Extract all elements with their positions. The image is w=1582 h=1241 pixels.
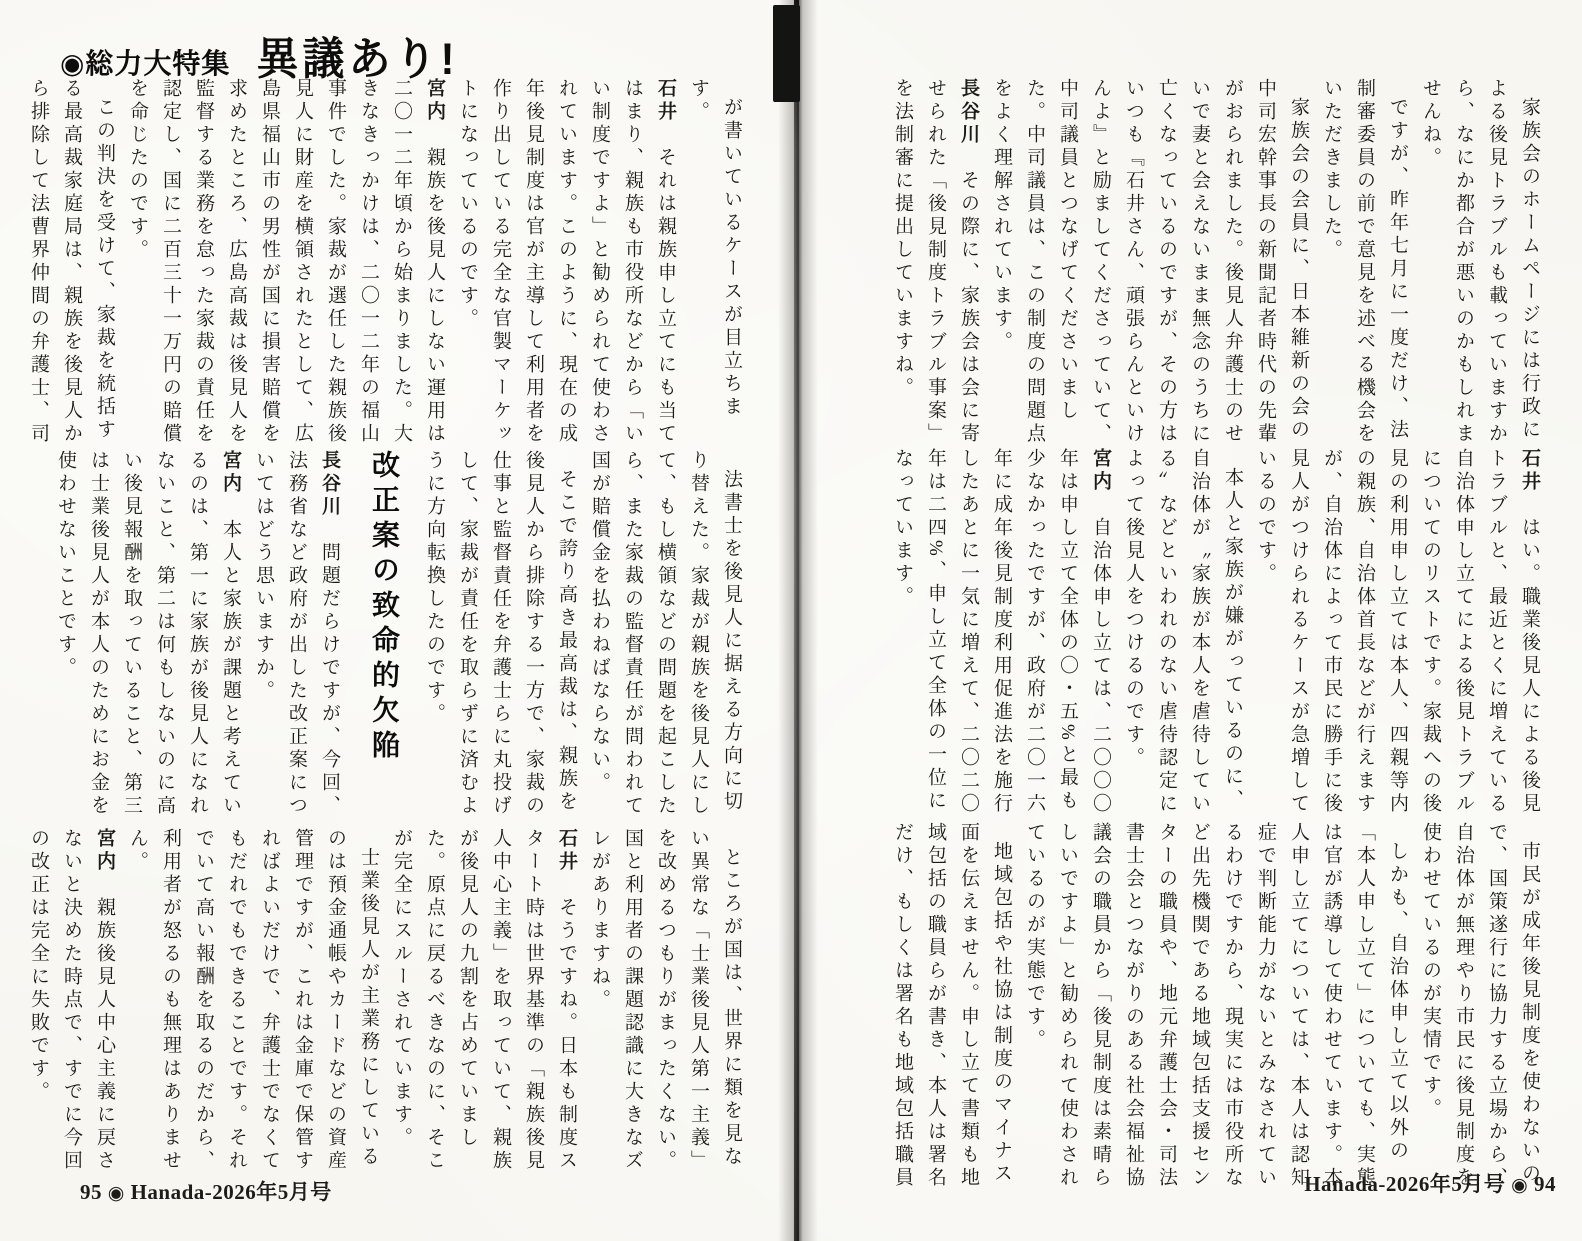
speaker-name: 石井 (655, 78, 676, 124)
paragraph: ですが、昨年七月に一度だけ、法制審委員の前で意見を述べる機会をいただきました。 (1321, 78, 1408, 446)
series-label: ◉総力大特集 (60, 48, 231, 79)
paragraph (451, 78, 682, 446)
footer-right (1304, 1168, 1556, 1198)
right-page-band-3 (886, 822, 1546, 1190)
right-page-band-1 (886, 78, 1546, 446)
speaker-name: 宮内 (94, 828, 115, 874)
left-page-band-2 (55, 450, 748, 818)
paragraph: 士業後見人が主業務にしているのは預金通帳やカードなどの資産管理ですが、これは金庫で保管すればよいだけで、弁護士でなくてもだれでもできることです。それでいて高い報酬を取るのだから、利用者が怒るのも無理はありません。 (127, 828, 379, 1173)
paragraph (247, 450, 346, 818)
paragraph: 地域包括や社協は制度のマイナス面を伝えません。申し立て書類も地域包括の職員らが書き、本人は署名だけ、もしくは署名も地域包括職員 (892, 822, 1012, 1190)
section-heading: 改正案の致命的欠陥 (368, 450, 399, 765)
magazine-title: Hanada-2026年5月号 (130, 1180, 332, 1204)
footer-left (80, 1176, 332, 1206)
paragraph (1249, 448, 1546, 816)
right-page-band-2 (886, 448, 1546, 816)
speech-text: 本人と家族が課題と考えているのは、第一に家族が後見人になれないこと、第二は何もしないのに高い後見報酬を取っていること、第三は士業後見人が本人のためにお金を使わせないことです。 (55, 450, 241, 818)
speaker-name: 石井 (556, 828, 577, 874)
paragraph: そこで誇り高き最高裁は、親族を後見人から排除する一方で、家裁の仕事と監督責任を弁護士らに丸投げして、家裁が責任を取らずに済むように方向転換したのです。 (424, 450, 577, 818)
speaker-name: 石井 (1519, 448, 1540, 494)
paragraph: 家族会の会員に、日本維新の会の中司宏幹事長の新聞記者時代の先輩がおられました。後見人弁護士のせいで妻と会えないまま無念のうちに亡くなっているのですが、その方はいつも『石井さん、頑張らんといけんよ』と励ましてくださっていて、中司議員とつなげてくださいました。中司議員は、この制度の問題点をよく理解されています。 (991, 78, 1309, 446)
speech-text: それは親族申し立てにも当てはまり、親族も市役所などから「いい制度ですよ」と勧められて使わされています。このように、現在の成年後見制度は官が主導して利用者を作り出している完全な官製マーケットになっているのです。 (457, 78, 676, 446)
paragraph: 本人と家族が嫌がっているのに、自治体が〝家族が本人を虐待している〟などといわれのない虐待認定によって後見人をつけるのです。 (1123, 448, 1243, 816)
paragraph: が書いているケースが目立ちます。 (688, 78, 742, 419)
page-number: 95 (80, 1180, 102, 1204)
paragraph: 法書士を後見人に据える方向に切り替えた。家裁が親族を後見人にして、もし横領などの問題を起こしたら、また家裁の監督責任が問われて国が賠償金を払わねばならない。 (589, 450, 742, 818)
magazine-title: Hanada-2026年5月号 (1304, 1172, 1506, 1196)
publisher-mark-icon: ◉ (1511, 1175, 1529, 1196)
paragraph: しかも、自治体申し立て以外の「本人申し立て」についても、実態は官が誘導して使わせています。本人申し立てについては、本人は認知症で判断能力がないとみなされているわけですから、現実には市役所など出先機関である地域包括支援センターの職員や、地元弁護士会・司法書士会とつながりのある社会福祉協議会の職員から「後見制度は素晴らしいですよ」と勧められて使わされているのが実態です。 (1024, 822, 1408, 1190)
page-number: 94 (1534, 1172, 1556, 1196)
paragraph: 家族会のホームページには行政による後見トラブルも載っていますから、なにか都合が悪いのかもしれませんね。 (1420, 78, 1540, 446)
left-page-band-3 (28, 828, 748, 1188)
speech-text: 親族後見人中心主義に戻さないと決めた時点で、すでに今回の改正は完全に失敗です。 (28, 828, 115, 1173)
speech-text: 自治体申し立ては、二〇〇〇年は申し立て全体の〇・五%と最も少なかったですが、政府が二〇一六年に成年後見制度利用促進法を施行したあとに一気に増えて、二〇二〇年は二四%、申し立て全体の一位になっています。 (892, 448, 1111, 816)
speech-text: はい。職業後見人による後見トラブルと、最近とくに増えている自治体申し立てによる後見トラブルについてのリストです。家裁への後見の利用申し立ては本人、四親等内の親族、自治体首長などが行えますが、自治体によって市民に勝手に後見人がつけられるケースが急増しているのです。 (1255, 448, 1540, 816)
speaker-name: 長谷川 (319, 450, 340, 519)
gutter-top-ink-bar (773, 5, 800, 102)
paragraph (886, 78, 985, 446)
left-page-band-1 (28, 78, 748, 446)
speaker-name: 宮内 (424, 78, 445, 124)
speaker-name: 長谷川 (958, 78, 979, 147)
publisher-mark-icon: ◉ (107, 1183, 125, 1204)
speech-text: 親族を後見人にしない運用は二〇一二年頃から始まりました。大きなきっかけは、二〇一二年の福山事件でした。家裁が選任した親族後見人に財産を横領されたとして、広島県福山市の男性が国に損害賠償を求めたところ、広島高裁は後見人を監督する業務を怠った家裁の責任を認定し、国に二百三十一万円の賠償を命じたのです。 (127, 78, 445, 446)
speaker-name: 宮内 (220, 450, 241, 496)
paragraph: ところが国は、世界に類を見ない異常な「士業後見人第一主義」を改めるつもりがまったくない。国と利用者の課題認識に大きなズレがありますね。 (589, 828, 742, 1173)
paragraph (121, 78, 451, 446)
feature-header (60, 26, 458, 86)
speech-text: その際に、家族会は会に寄せられた「後見制度トラブル事案」を法制審に提出していますね。 (892, 78, 979, 446)
page-gutter-line (794, 0, 799, 1241)
paragraph (886, 448, 1117, 816)
speech-text: 問題だらけですが、今回、法務省など政府が出した改正案についてはどう思いますか。 (253, 450, 340, 818)
paragraph (22, 828, 121, 1188)
paragraph (49, 450, 247, 818)
paragraph: 市民が成年後見制度を使わないので、国策遂行に協力する立場から、自治体が無理やり市民に後見制度を使わせているのが実情です。 (1420, 822, 1540, 1190)
paragraph (385, 828, 583, 1188)
feature-title: 異議あり! (256, 33, 459, 84)
paragraph: この判決を受けて、家裁を統括する最高裁家庭局は、親族を後見人から排除して法曹界仲間の弁護士、司 (28, 78, 115, 446)
speaker-name: 宮内 (1090, 448, 1111, 494)
speech-text: そうですね。日本も制度スタート時は世界基準の「親族後見人中心主義」を取っていて、親族が後見人の九割を占めていました。原点に戻るべきなのに、そこが完全にスルーされています。 (391, 828, 577, 1173)
